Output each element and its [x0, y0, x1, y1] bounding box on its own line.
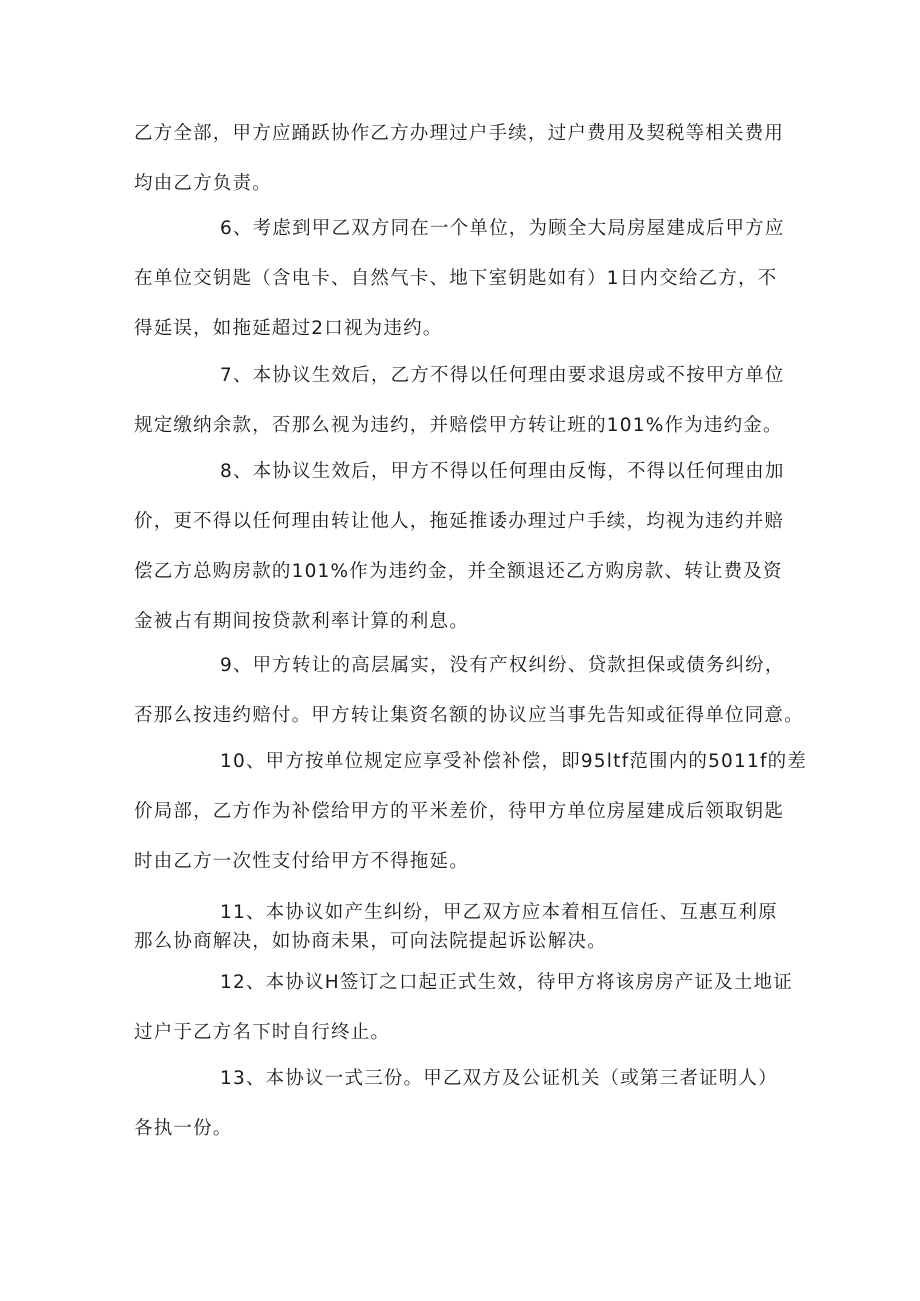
text-line: 偿乙方总购房款的101%作为违约金，并全额退还乙方购房款、转让费及资 [134, 561, 783, 582]
paragraph-clause-13 [134, 1067, 794, 1141]
paragraph-5-continuation [134, 122, 794, 196]
text-line: 9、甲方转让的高层属实，没有产权纠纷、贷款担保或债务纠纷， [220, 655, 785, 676]
paragraph-clause-11 [134, 901, 794, 954]
text-line: 否那么按违约赔付。甲方转让集资名额的协议应当事先告知或征得单位同意。 [134, 705, 804, 726]
text-line: 时由乙方一次性支付给甲方不得拖延。 [134, 851, 469, 872]
text-line: 金被占有期间按贷款利率计算的利息。 [134, 611, 469, 632]
text-line: 价局部，乙方作为补偿给甲方的平米差价，待甲方单位房屋建成后领取钥匙 [134, 801, 785, 822]
paragraph-clause-9 [134, 654, 804, 728]
text-line: 12、本协议H签订之口起正式生效，待甲方将该房房产证及土地证 [220, 972, 793, 993]
text-line: 13、本协议一式三份。甲乙双方及公证机关（或第三者证明人） [220, 1068, 778, 1089]
text-line: 过户于乙方名下时自行终止。 [134, 1022, 391, 1043]
paragraph-clause-10 [134, 750, 808, 874]
text-line: 得延误，如拖延超过2口视为违约。 [134, 318, 443, 339]
text-line: 6、考虑到甲乙双方同在一个单位，为顾全大局房屋建成后甲方应 [220, 218, 785, 239]
text-line: 均由乙方负责。 [134, 173, 272, 194]
text-line: 各执一份。 [134, 1118, 233, 1139]
text-line: 规定缴纳余款，否那么视为违约，并赔偿甲方转让班的101%作为违约金。 [134, 415, 783, 436]
text-line: 价，更不得以任何理由转让他人，拖延推诿办理过户手续，均视为违约并赔 [134, 511, 785, 532]
paragraph-clause-12 [134, 971, 794, 1045]
text-line: 在单位交钥匙（含电卡、自然气卡、地下室钥匙如有）1日内交给乙方，不 [134, 268, 778, 289]
text-line: 7、本协议生效后，乙方不得以任何理由要求退房或不按甲方单位 [220, 365, 785, 386]
text-line: 8、本协议生效后，甲方不得以任何理由反悔，不得以任何理由加 [220, 461, 785, 482]
paragraph-clause-6 [134, 217, 794, 341]
paragraph-clause-7 [134, 364, 794, 438]
text-line: 11、本协议如产生纠纷，甲乙双方应本着相互信任、互惠互利原 [220, 902, 778, 923]
text-line: 那么协商解决，如协商未果，可向法院提起诉讼解决。 [134, 931, 607, 952]
paragraph-clause-8 [134, 460, 794, 634]
text-line: 10、甲方按单位规定应享受补偿补偿，即95ltf范围内的5011f的差 [220, 751, 808, 772]
text-line: 乙方全部，甲方应踊跃协作乙方办理过户手续，过户费用及契税等相关费用 [134, 123, 785, 144]
